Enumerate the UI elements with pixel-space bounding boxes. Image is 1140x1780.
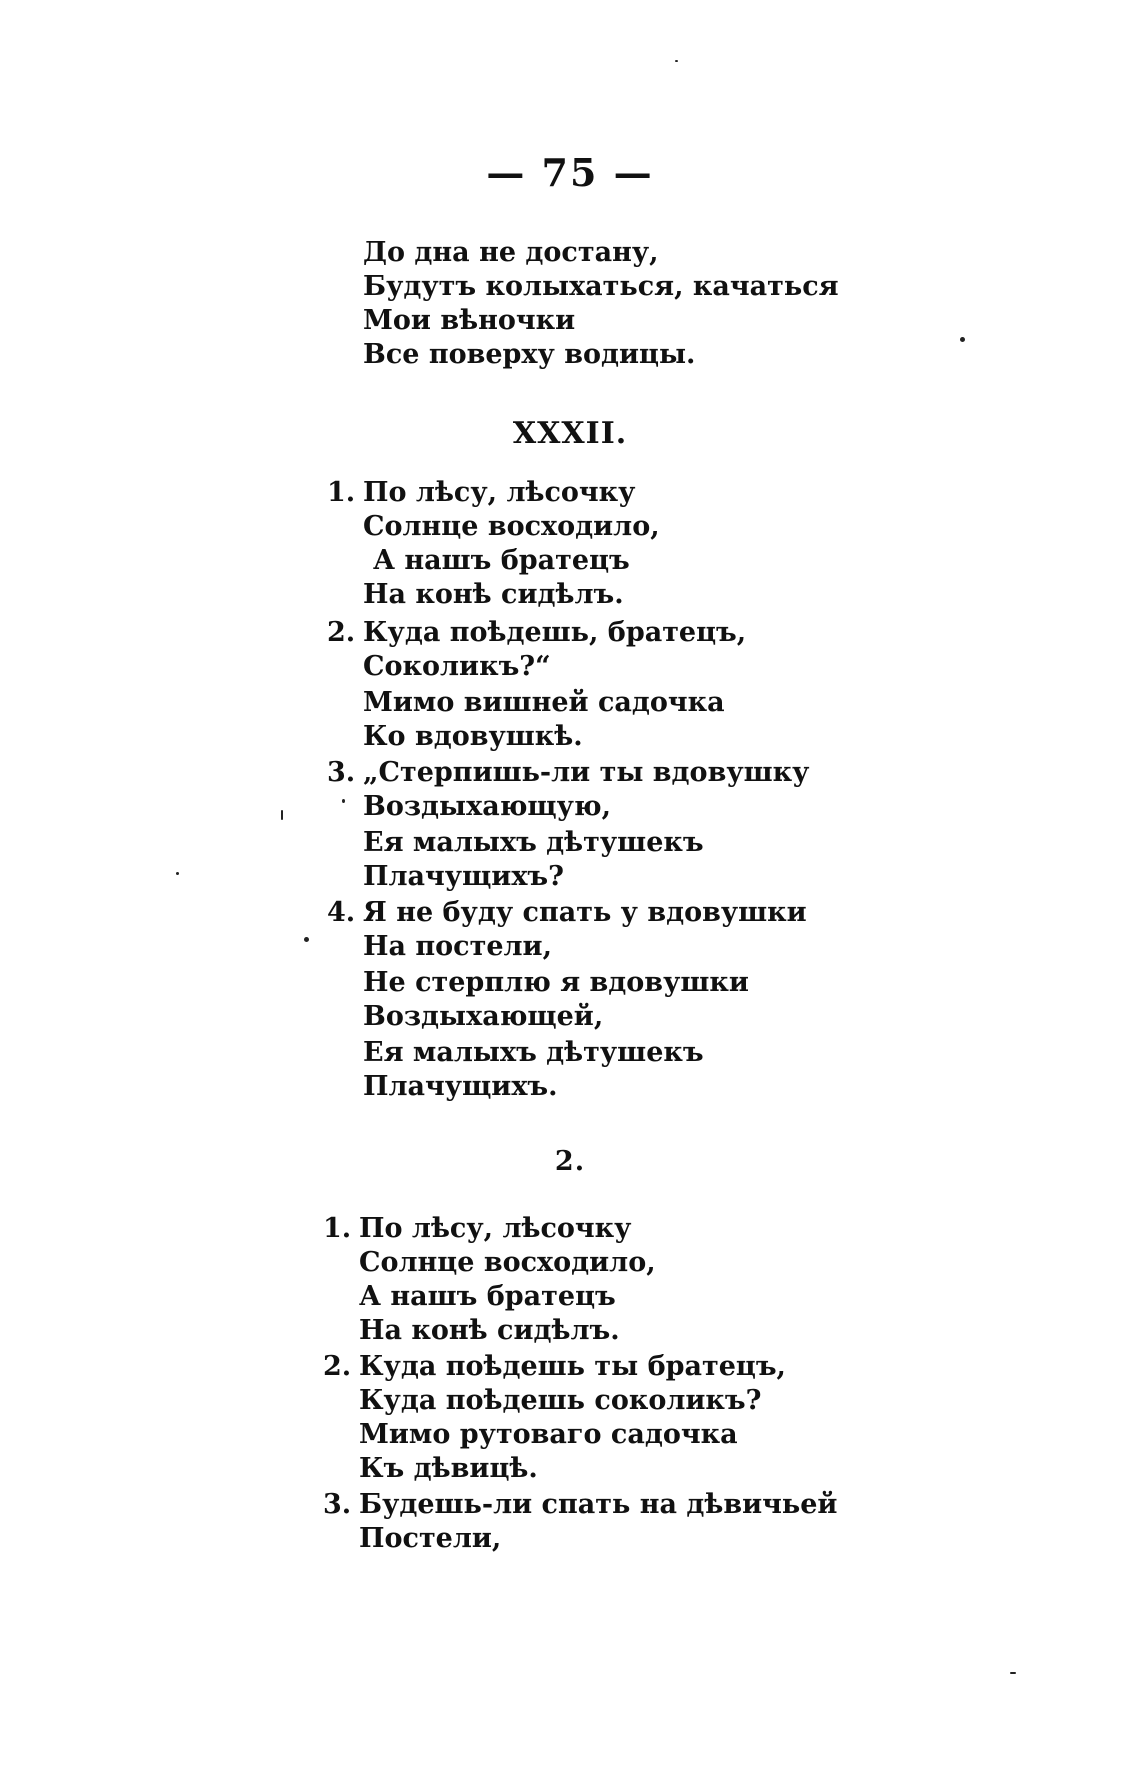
stanza-number: 2. [327, 617, 356, 648]
verse-line: Мимо рутоваго садочка [359, 1419, 738, 1450]
verse-line: Къ дѣвицѣ. [359, 1453, 538, 1484]
verse-line: Плачущихъ. [363, 1071, 558, 1102]
verse-line: А нашъ братецъ [359, 1281, 616, 1312]
scan-speck [281, 810, 283, 820]
verse-line: Все поверху водицы. [363, 339, 696, 370]
stanza-number: 3. [323, 1489, 352, 1520]
verse-line: Я не буду спать у вдовушки [363, 897, 807, 928]
verse-line: Воздыхающей, [363, 1001, 604, 1032]
stanza-number: 4. [327, 897, 356, 928]
page-number: — 75 — [486, 150, 654, 195]
verse-line: Куда поѣдешь соколикъ? [359, 1385, 762, 1416]
verse-line: Солнце восходило, [359, 1247, 656, 1278]
verse-line: Куда поѣдешь, братецъ, [363, 617, 747, 648]
verse-line: Ея малыхъ дѣтушекъ [363, 1037, 704, 1068]
verse-line: „Стерпишь-ли ты вдовушку [363, 757, 810, 788]
verse-line: Постели, [359, 1523, 502, 1554]
section-heading-2: 2. [554, 1146, 586, 1177]
scan-speck [675, 60, 678, 62]
verse-line: Не стерплю я вдовушки [363, 967, 749, 998]
verse-line: На конѣ сидѣлъ. [363, 579, 624, 610]
verse-line: Ея малыхъ дѣтушекъ [363, 827, 704, 858]
stanza-number: 3. [327, 757, 356, 788]
scan-speck [1010, 1672, 1016, 1674]
verse-line: Плачущихъ? [363, 861, 564, 892]
verse-line: На постели, [363, 931, 552, 962]
stanza-number: 2. [323, 1351, 352, 1382]
verse-line: На конѣ сидѣлъ. [359, 1315, 620, 1346]
verse-line: Мимо вишней садочка [363, 687, 725, 718]
scan-speck [960, 337, 965, 342]
verse-line: До дна не достану, [363, 237, 659, 268]
stanza-number: 1. [327, 477, 356, 508]
verse-line: Будутъ колыхаться, качаться [363, 271, 839, 302]
scan-speck [304, 937, 309, 942]
verse-line: Соколикъ?“ [363, 651, 551, 682]
section-heading-xxxii: XXXII. [512, 416, 628, 451]
verse-line: Будешь-ли спать на дѣвичьей [359, 1489, 838, 1520]
verse-line: Мои вѣночки [363, 305, 576, 336]
verse-line: Ко вдовушкѣ. [363, 721, 583, 752]
scan-speck [342, 799, 345, 803]
verse-line: По лѣсу, лѣсочку [363, 477, 636, 508]
verse-line: Солнце восходило, [363, 511, 660, 542]
verse-line: Куда поѣдешь ты братецъ, [359, 1351, 786, 1382]
verse-line: А нашъ братецъ [373, 545, 630, 576]
verse-line: По лѣсу, лѣсочку [359, 1213, 632, 1244]
stanza-number: 1. [323, 1213, 352, 1244]
scan-speck [176, 872, 179, 875]
verse-line: Воздыхающую, [363, 791, 611, 822]
